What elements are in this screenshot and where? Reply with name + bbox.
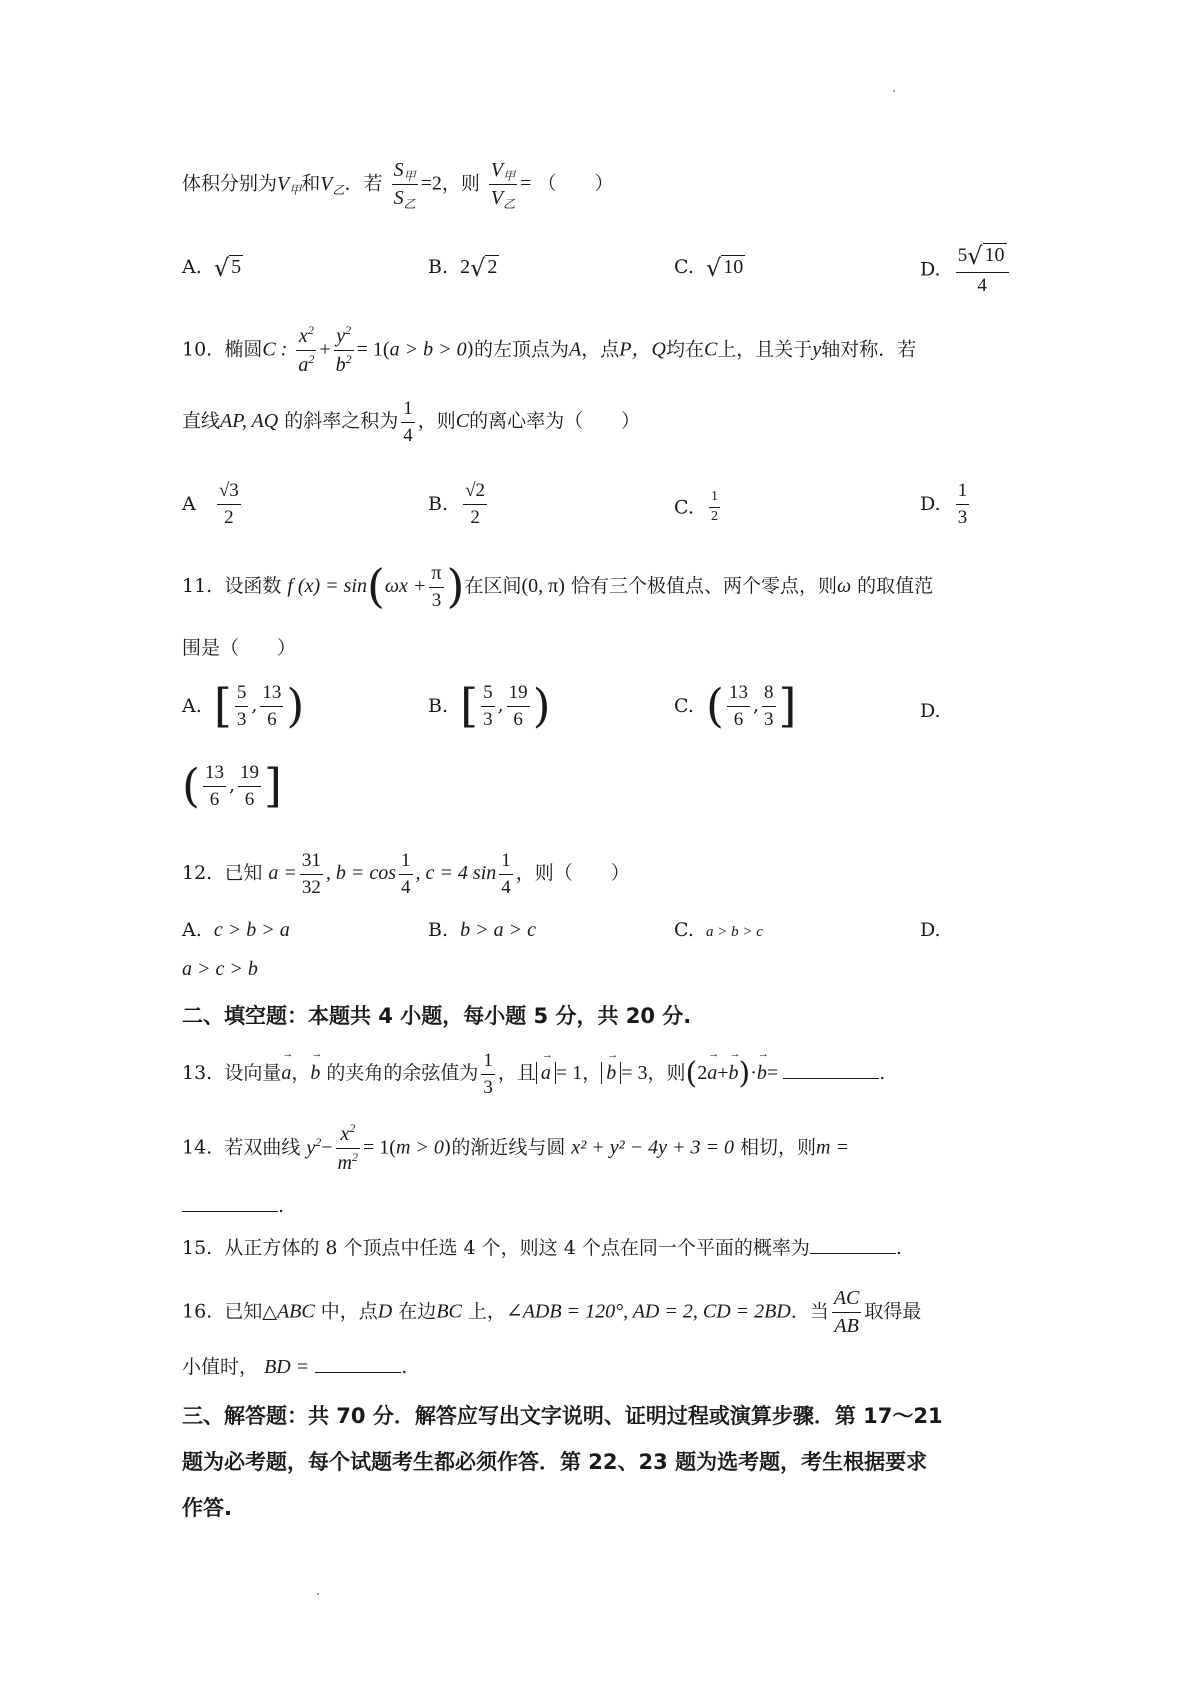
section-3-line1: 三、解答题：共 70 分．解答应写出文字说明、证明过程或演算步骤．第 17～21 — [182, 1404, 943, 1428]
scan-dot-top — [893, 90, 895, 92]
q14-line2: . — [182, 1195, 284, 1218]
section-3-line3: 作答. — [182, 1496, 232, 1520]
q9-stem: 体积分别为$V_甲$和$V_乙$．若 $\frac{S_甲}{S_乙}$ =2，则 $\frac{V_甲}{V_乙}$ = （ ） — [182, 159, 614, 212]
q12-option-d-label: D. — [920, 919, 941, 941]
q10-option-d: D. $\frac{1}{3}$ — [920, 480, 968, 528]
section-3-line2: 题为必考题，每个试题考生都必须作答．第 22、23 题为选考题，考生根据要求 — [182, 1450, 928, 1474]
q11-line1: 11. 设函数 f (x) = sin(ωx + $\frac{\pi}{3}$ )在区间(0, π) 恰有三个极值点、两个零点，则ω 的取值范 — [182, 559, 934, 614]
q12-option-a: A. c > b > a — [182, 919, 290, 941]
q12-option-d: a > c > b — [182, 958, 258, 980]
q16-line2: 小值时， BD = . — [182, 1356, 408, 1378]
triangle-icon: △ — [262, 1300, 277, 1323]
q10-line2: 直线AP, AQ 的斜率之积为 $\frac{1}{4}$ ，则C的离心率为（ ） — [182, 398, 641, 446]
q10-line1: 10. 椭圆C : $\frac{x^2}{a^2}$ + $\frac{y^2}{b^2}$ = 1(a > b > 0)的左顶点为A，点P，Q均在C上，且关于y轴对称．若 — [182, 323, 917, 376]
q9-option-d: D. $\frac{5√ 10}{4}$ — [920, 240, 1012, 299]
q15-answer-blank[interactable] — [810, 1253, 896, 1254]
q15-line: 15. 从正方体的 8 个顶点中任选 4 个，则这 4 个点在同一个平面的概率为 . — [182, 1237, 902, 1259]
q16-answer-blank[interactable] — [315, 1372, 401, 1373]
q12-option-b: B. b > a > c — [428, 919, 536, 941]
q11-option-d: ( $\frac{13}{6}$ , $\frac{19}{6}$ ] — [182, 758, 282, 813]
q9-option-b: B. 2√ 2 — [428, 254, 498, 282]
section-2-heading: 二、填空题：本题共 4 小题，每小题 5 分，共 20 分. — [182, 1004, 692, 1028]
q11-option-a: A. [ $\frac{5}{3}$ , $\frac{13}{6}$ ) — [182, 678, 305, 733]
q14-line1: 14. 若双曲线 $y^2-$ $\frac{x^2}{m^2}$ = 1(m > 0)的渐近线与圆 x² + y² − 4y + 3 = 0 相切，则m = — [182, 1121, 849, 1174]
q13-line: 13. 设向量→ a，→ b 的夹角的余弦值为 $\frac{1}{3}$ ，且→ a = 1，→ b = 3，则(2→ a+→ b)·→ b= . — [182, 1048, 885, 1100]
q11-option-c: C. ( $\frac{13}{6}$ , $\frac{8}{3}$ ] — [674, 678, 797, 733]
q11-option-b: B. [ $\frac{5}{3}$ , $\frac{19}{6}$ ) — [428, 678, 551, 733]
q10-option-a: A $\frac{√3}{2}$ — [182, 480, 239, 528]
q10-option-b: B. $\frac{√2}{2}$ — [428, 480, 486, 528]
q12-line: 12. 已知 a = $\frac{31}{32}$ , b = cos $\frac{1}{4}$ , c = 4 sin $\frac{1}{4}$ ，则（ ） — [182, 850, 630, 898]
q9-option-c: C. √ 10 — [674, 254, 744, 282]
q12-option-c: C. a > b > c — [674, 919, 763, 941]
q11-option-d-label: D. — [920, 700, 941, 722]
v-ratio-fraction: $\frac{V_甲}{V_乙}$ — [490, 159, 516, 212]
q13-answer-blank[interactable] — [783, 1078, 879, 1079]
s-ratio-fraction: $\frac{S_甲}{S_乙}$ — [393, 159, 416, 212]
q10-option-c: C. $\frac{1}{2}$ — [674, 489, 718, 524]
q9-option-a: A. √ 5 — [182, 254, 242, 282]
q11-line2: 围是（ ） — [182, 637, 297, 659]
q14-answer-blank[interactable] — [182, 1211, 278, 1212]
scan-dot-bottom — [317, 1593, 319, 1595]
q16-line1: 16. 已知△ABC 中，点D 在边BC 上，∠ADB = 120°, AD = 2, CD = 2BD．当 $\frac{AC}{AB}$ 取得最 — [182, 1287, 922, 1337]
